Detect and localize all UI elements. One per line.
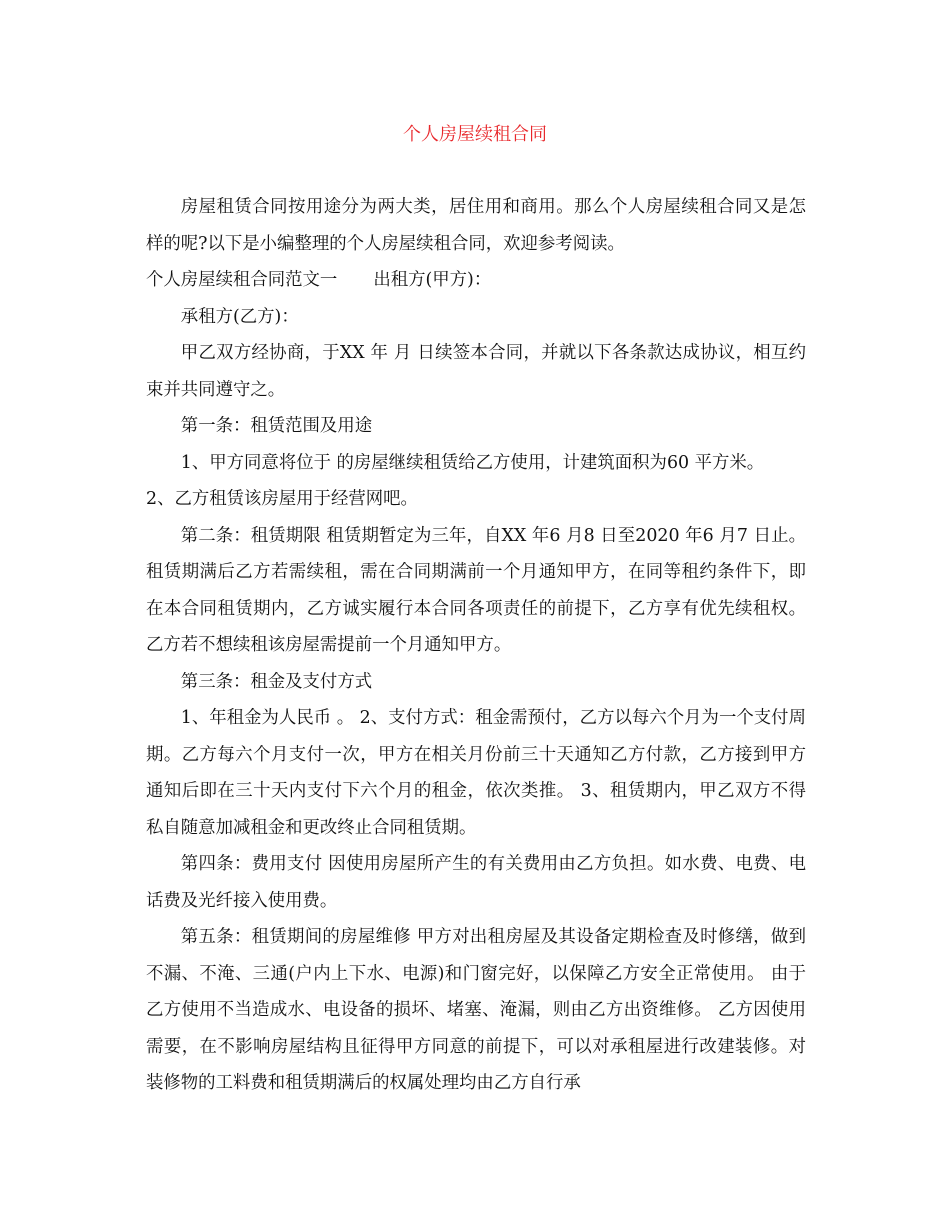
sample-heading-line <box>146 262 806 299</box>
agreement-paragraph: 甲乙双方经协商，于XX 年 月 日续签本合同，并就以下各条款达成协议，相互约束并共同遵守之。 <box>146 343 806 400</box>
intro-paragraph: 房屋租赁合同按用途分为两大类，居住用和商用。那么个人房屋续租合同又是怎样的呢?以下是小编整理的个人房屋续租合同，欢迎参考阅读。 <box>146 197 806 254</box>
article-2-paragraph: 第二条：租赁期限 租赁期暂定为三年，自XX 年6 月8 日至2020 年6 月7 日止。租赁期满后乙方若需续租，需在合同期满前一个月通知甲方，在同等租约条件下，即在本合同租赁期内，乙方诚实履行本合同各项责任的前提下，乙方享有优先续租权。乙方若不想续租该房屋需提前一个月通知甲方。 <box>146 525 806 655</box>
document-body <box>146 189 806 1102</box>
article-1-item-2: 2、乙方租赁该房屋用于经营网吧。 <box>146 489 418 509</box>
sample-heading: 个人房屋续租合同范文一 <box>146 270 338 290</box>
article-3-title: 第三条：租金及支付方式 <box>180 671 373 692</box>
article-3-paragraph: 1、年租金为人民币 。 2、支付方式：租金需预付，乙方以每六个月为一个支付周期。乙方每六个月支付一次，甲方在相关月份前三十天通知乙方付款，乙方接到甲方通知后即在三十天内支付下六个月的租金，依次类推。 3、租赁期内，甲乙双方不得私自随意加减租金和更改终止合同租赁期。 <box>146 708 806 838</box>
article-4-paragraph: 第四条：费用支付 因使用房屋所产生的有关费用由乙方负担。如水费、电费、电话费及光纤接入使用费。 <box>146 854 806 911</box>
lessee-label: 承租方(乙方)： <box>180 306 299 327</box>
article-5-paragraph: 第五条：租赁期间的房屋维修 甲方对出租房屋及其设备定期检查及时修缮，做到不漏、不淹、三通(户内上下水、电源)和门窗完好，以保障乙方安全正常使用。 由于乙方使用不当造成水、电设备的损坏、堵塞、淹漏，则由乙方出资维修。 乙方因使用需要，在不影响房屋结构且征得甲方同意的前提下，可以对承租屋进行改建装修。对装修物的工料费和租赁期满后的权属处理均由乙方自行承 <box>146 927 806 1093</box>
lessor-label: 出租方(甲方)： <box>373 270 492 290</box>
article-1-title: 第一条：租赁范围及用途 <box>180 416 373 436</box>
article-1-item-1: 1、甲方同意将位于 的房屋继续租赁给乙方使用，计建筑面积为60 平方米。 <box>180 452 765 473</box>
document-title: 个人房屋续租合同 <box>403 124 547 145</box>
